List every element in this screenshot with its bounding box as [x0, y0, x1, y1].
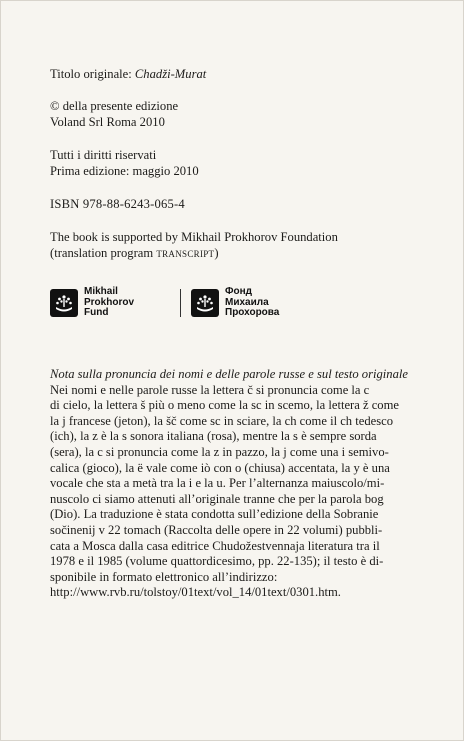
copyright-block — [50, 99, 430, 130]
note-url: http://www.rvb.ru/tolstoy/01text/vol_14/01text/0301.htm. — [50, 585, 341, 600]
note-line: vocale che sta a metà tra la i e la u. Per l’alternanza maiuscolo/mi- — [50, 476, 385, 491]
note-line: (sera), la c si pronuncia come la z in pazzo, la j come una i semivo- — [50, 444, 389, 459]
original-title-block — [50, 67, 430, 83]
support-line-1: The book is supported by Mikhail Prokhorov Foundation — [50, 230, 338, 244]
prokhorov-fund-logo-english — [50, 287, 134, 319]
program-name: transcript — [156, 245, 215, 260]
copyright-line-2: Voland Srl Roma 2010 — [50, 114, 165, 129]
note-line: cata a Mosca dalla casa editrice Chudožestvennaja literatura tra il — [50, 538, 380, 553]
logo-text-russian: Фонд Михаила Прохорова — [225, 286, 280, 318]
rights-line-1: Tutti i diritti riservati — [50, 148, 157, 162]
note-line: sočinenij v 22 tomach (Raccolta delle opere in 22 volumi) pubbli- — [50, 522, 383, 537]
note-title: Nota sulla pronuncia dei nomi e delle parole russe e sul testo originale — [50, 367, 408, 381]
rights-line-2: Prima edizione: maggio 2010 — [50, 163, 199, 178]
note-line: (ich), la z è la s sonora italiana (rosa), mentre la s è sempre sorda — [50, 429, 377, 444]
note-line: calica (gioco), la ë vale come iò con o (chiusa) accentata, la y è una — [50, 460, 390, 475]
pronunciation-note — [50, 367, 432, 601]
logo-divider — [180, 289, 181, 317]
note-line: 1978 e il 1985 (volume quattordicesimo, pp. 22-135); il testo è di- — [50, 554, 384, 569]
logo-text-english: Mikhail Prokhorov Fund — [84, 286, 135, 318]
isbn-block — [50, 197, 430, 213]
prokhorov-fund-logo-russian — [191, 287, 279, 319]
tree-in-hand-icon — [50, 289, 78, 317]
copyright-line-1: © della presente edizione — [50, 99, 179, 113]
tree-in-hand-icon — [191, 289, 219, 317]
isbn: ISBN 978-88-6243-065-4 — [50, 197, 185, 211]
note-line: di cielo, la lettera š più o meno come la sc in scemo, la lettera ž come — [50, 398, 399, 413]
note-line: Nei nomi e nelle parole russe la lettera č si pronuncia come la c — [50, 382, 370, 397]
original-title: Chadži-Murat — [134, 67, 207, 81]
note-line: nuscolo ci siamo attenuti all’originale tranne che per la parola bog — [50, 491, 384, 506]
support-block — [50, 230, 430, 261]
original-title-label: Titolo originale: — [50, 67, 135, 81]
note-line: (Dio). La traduzione è stata condotta sull’edizione della Sobranie — [50, 507, 379, 522]
foundation-logos — [50, 287, 310, 327]
rights-block — [50, 148, 430, 179]
note-line: sponibile in formato elettronico all’indirizzo: — [50, 569, 278, 584]
support-line-2: (translation program transcript) — [50, 245, 219, 260]
note-line: la j francese (jeton), la šč come sc in sciare, la ch come il ch tedesco — [50, 413, 394, 428]
